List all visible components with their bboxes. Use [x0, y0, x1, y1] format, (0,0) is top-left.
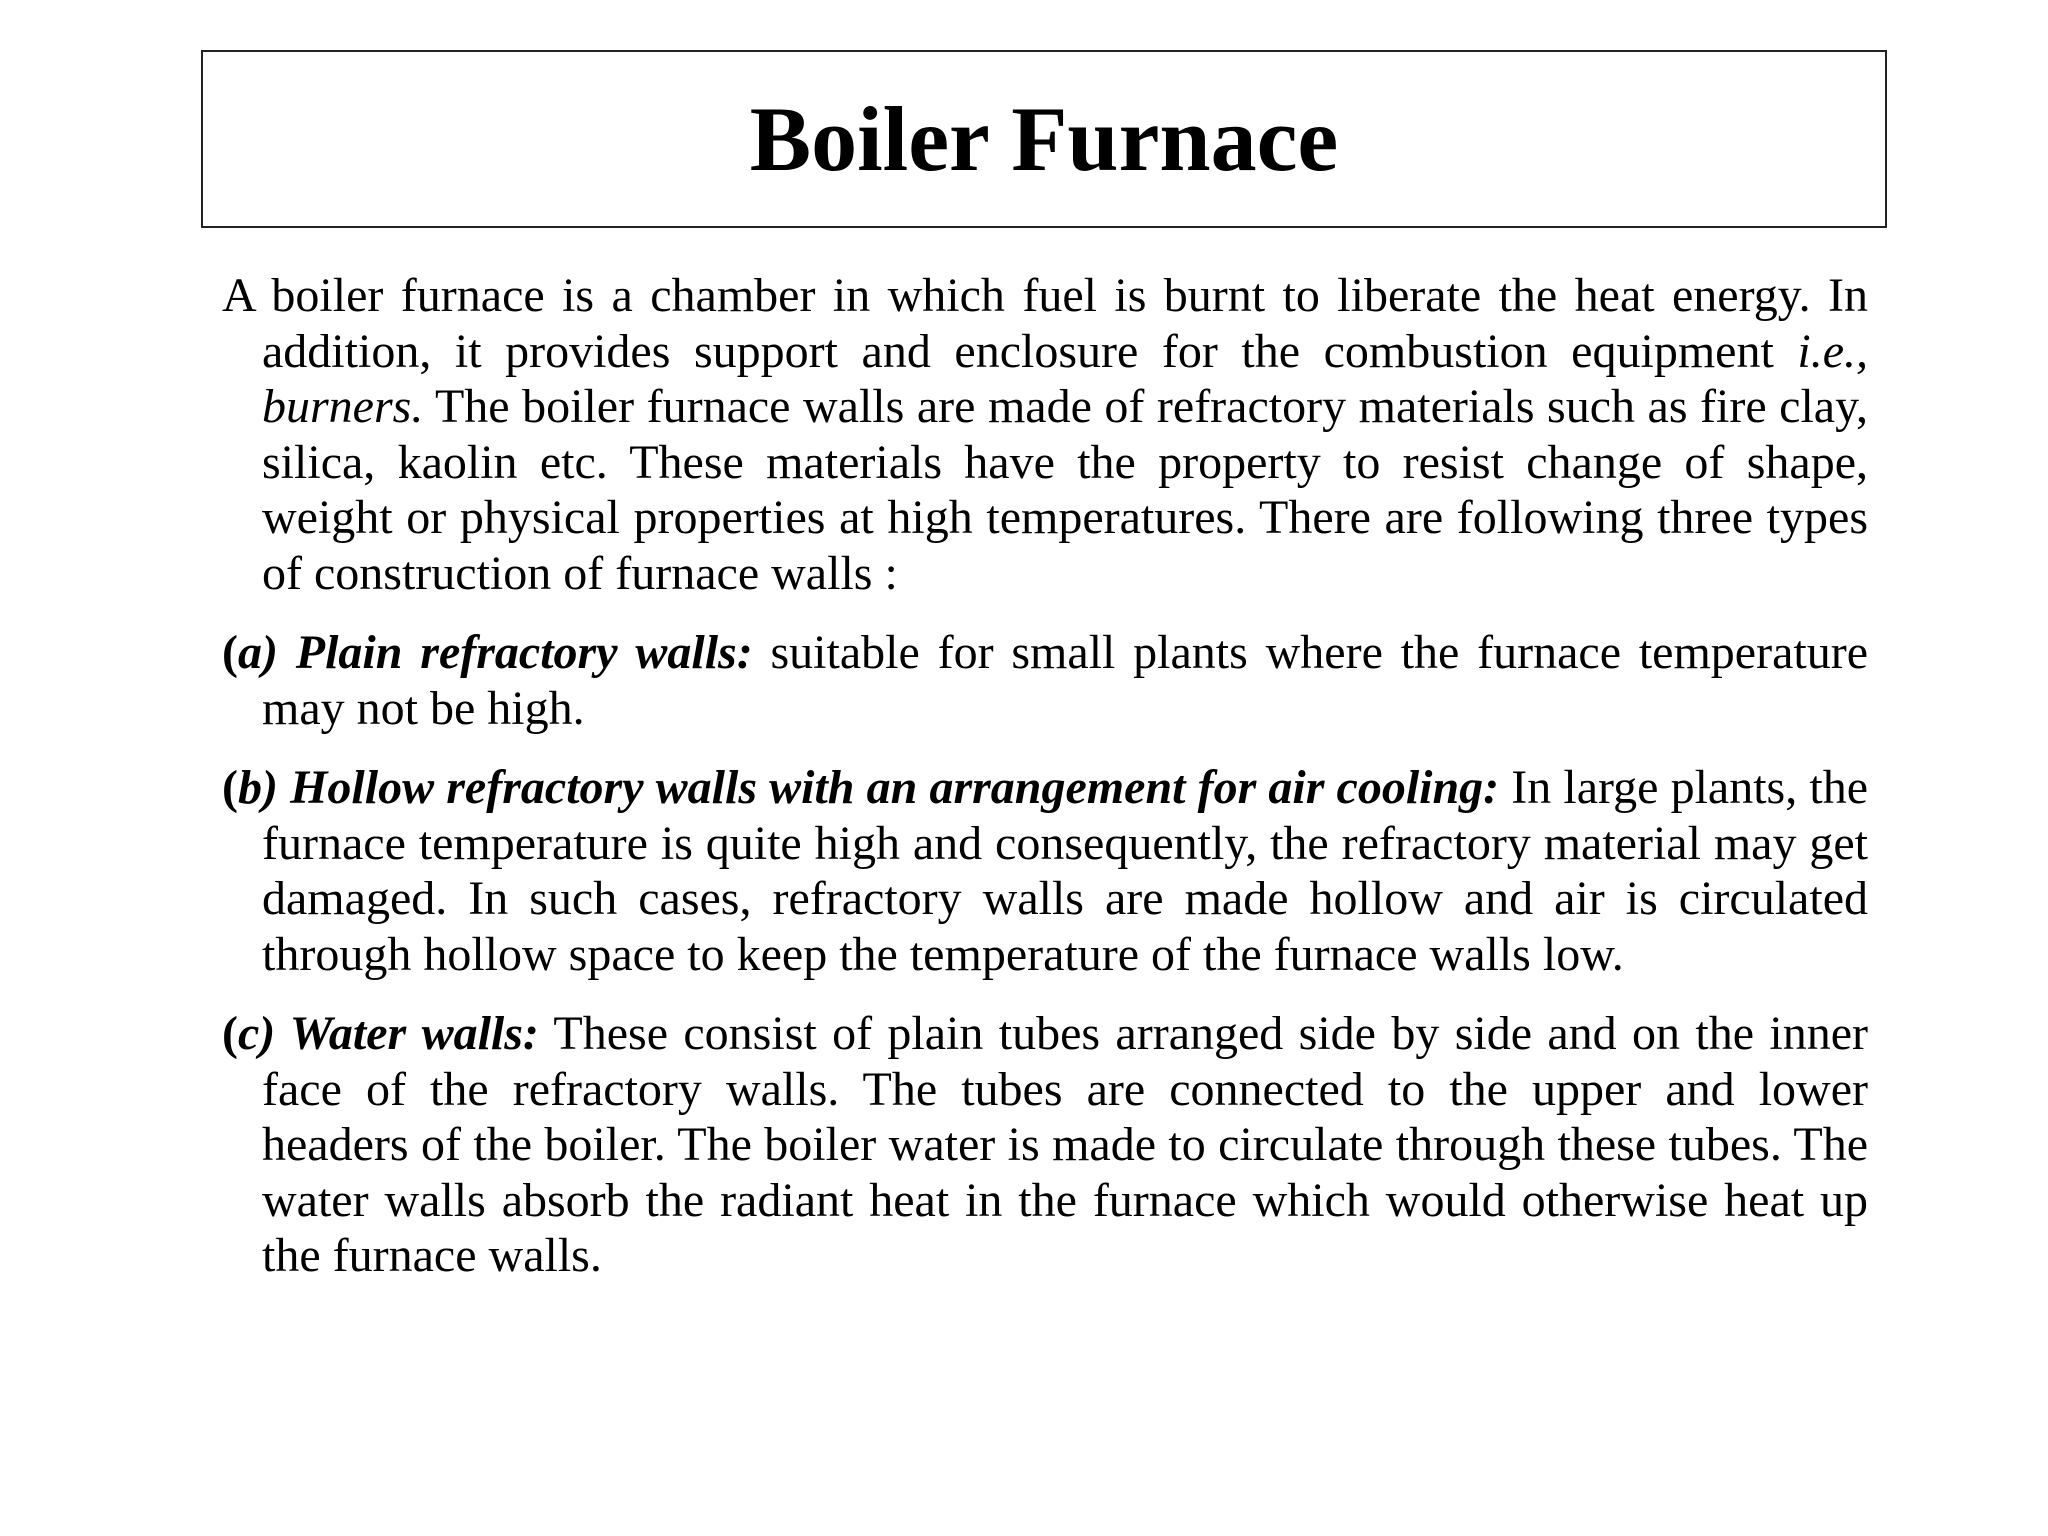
item-heading: ) Water walls:	[259, 1007, 539, 1060]
item-open-paren: (	[222, 1007, 238, 1060]
intro-text-part1: A boiler furnace is a chamber in which fuel is burnt to liberate the heat energy. In addition, it provides support and enclosure for the combustion equipment	[222, 269, 1868, 378]
page-title: Boiler Furnace	[749, 88, 1339, 190]
list-item-b	[222, 760, 1868, 982]
intro-text-italic: i.e., burners.	[262, 324, 1868, 433]
item-letter: b	[237, 761, 262, 814]
intro-paragraph	[222, 268, 1868, 601]
item-heading: ) Plain refractory walls:	[261, 626, 753, 679]
item-letter: a	[237, 626, 262, 679]
item-text: suitable for small plants where the furnace temperature may not be high.	[262, 626, 1869, 735]
list-item-a	[222, 625, 1868, 736]
item-open-paren: (	[222, 761, 238, 814]
document-body	[222, 268, 1868, 1284]
title-box	[201, 50, 1887, 228]
item-letter: c	[237, 1007, 260, 1060]
item-text: In large plants, the furnace temperature is quite high and consequently, the refractory material may get damaged. In such cases, refractory walls are made hollow and air is circulated through hollow space to keep the temperature of the furnace walls low.	[262, 761, 1869, 981]
list-item-c	[222, 1006, 1868, 1284]
item-heading: ) Hollow refractory walls with an arrangement for air cooling:	[261, 761, 1500, 814]
item-open-paren: (	[222, 626, 238, 679]
intro-text-part2: The boiler furnace walls are made of refractory materials such as fire clay, silica, kaolin etc. These materials have the property to resist change of shape, weight or physical properties at high temperatures. There are following three types of construction of furnace walls :	[262, 380, 1868, 600]
item-text: These consist of plain tubes arranged side by side and on the inner face of the refractory walls. The tubes are connected to the upper and lower headers of the boiler. The boiler water is made to circulate through these tubes. The water walls absorb the radiant heat in the furnace which would otherwise heat up the furnace walls.	[262, 1007, 1869, 1282]
